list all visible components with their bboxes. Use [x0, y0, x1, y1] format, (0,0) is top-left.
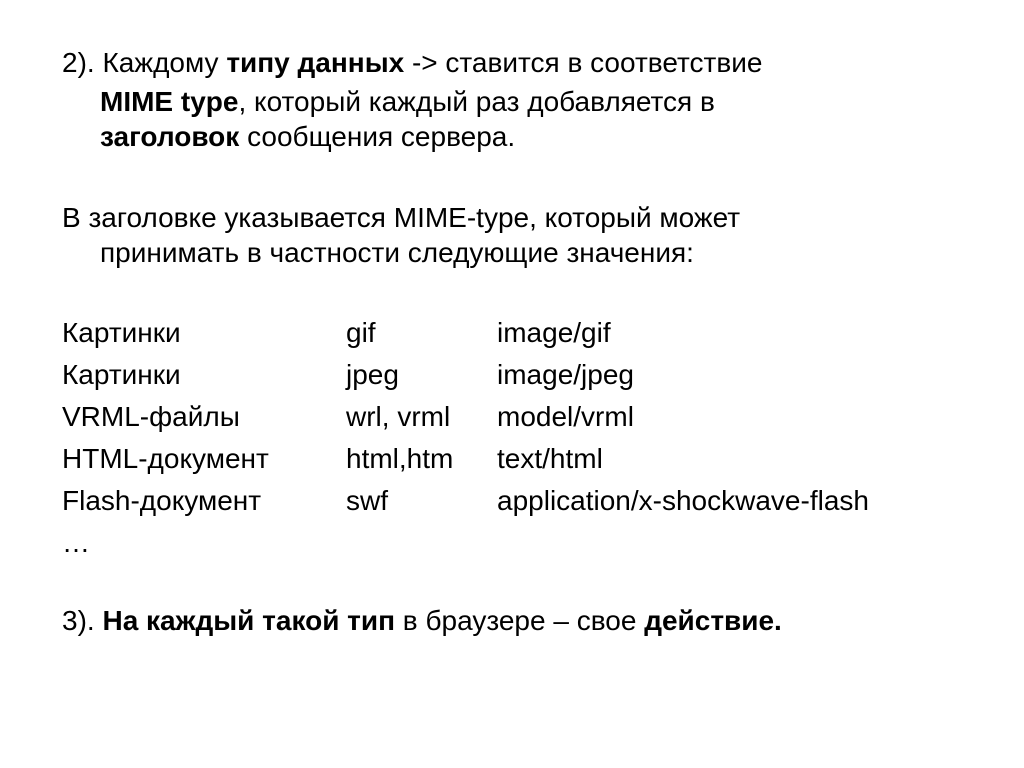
table-row	[62, 483, 982, 525]
file-extension: swf	[346, 485, 388, 516]
file-extension: gif	[346, 317, 376, 348]
mime-type: image/gif	[497, 317, 611, 348]
mime-type: text/html	[497, 443, 603, 474]
text-fragment: 3).	[62, 605, 103, 636]
text-fragment: , который каждый раз добавляется в	[238, 86, 715, 117]
file-extension: html,htm	[346, 443, 454, 474]
text-fragment: 2). Каждому	[62, 47, 227, 78]
paragraph-line: В заголовке указывается MIME-type, который может	[62, 202, 741, 233]
table-row	[62, 315, 982, 357]
type-name: VRML-файлы	[62, 401, 240, 432]
bold-term: MIME type	[100, 86, 239, 117]
type-name: HTML-документ	[62, 443, 269, 474]
paragraph-browser-action	[62, 603, 962, 638]
text-fragment: -> ставится в соответствие	[404, 47, 763, 78]
type-name: Flash-документ	[62, 485, 262, 516]
table-row	[62, 441, 982, 483]
paragraph-header-values	[62, 200, 962, 270]
table-row	[62, 399, 982, 441]
paragraph-line	[62, 45, 962, 80]
text-fragment: в браузере – свое	[395, 605, 645, 636]
ellipsis: …	[62, 527, 90, 558]
text-fragment: сообщения сервера.	[239, 121, 516, 152]
bold-term: типу данных	[226, 47, 405, 78]
table-row	[62, 357, 982, 399]
paragraph-line	[62, 603, 962, 638]
type-name: Картинки	[62, 317, 181, 348]
paragraph-mime-mapping	[62, 45, 962, 154]
type-name: Картинки	[62, 359, 181, 390]
paragraph-line	[62, 84, 962, 119]
bold-term: заголовок	[100, 121, 240, 152]
mime-type: model/vrml	[497, 401, 634, 432]
bold-term: действие.	[644, 605, 782, 636]
mime-type: application/x-shockwave-flash	[497, 485, 869, 516]
mime-type: image/jpeg	[497, 359, 634, 390]
file-extension: jpeg	[346, 359, 399, 390]
paragraph-line	[62, 119, 962, 154]
mime-type-table	[62, 315, 982, 525]
bold-term: На каждый такой тип	[102, 605, 396, 636]
file-extension: wrl, vrml	[346, 401, 451, 432]
paragraph-line: принимать в частности следующие значения:	[100, 237, 694, 268]
